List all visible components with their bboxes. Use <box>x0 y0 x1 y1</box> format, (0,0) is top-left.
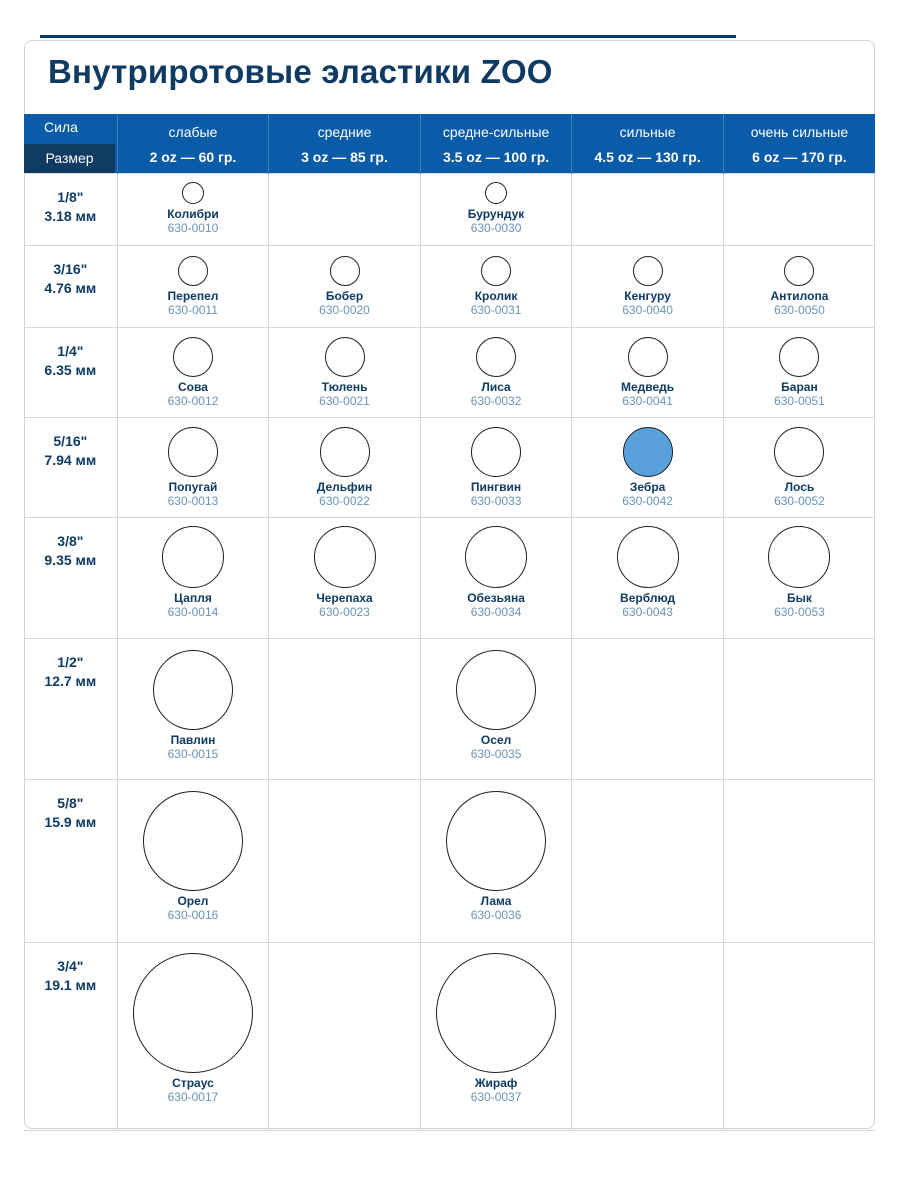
header-col-value: 6 oz — 170 гр. <box>752 149 847 165</box>
elastic-name: Цапля <box>174 591 212 605</box>
elastic-size-circle <box>476 337 516 377</box>
elastic-name: Медведь <box>621 380 675 394</box>
elastic-cell <box>420 780 572 943</box>
elastic-size-circle <box>623 427 673 477</box>
elastic-item <box>421 639 572 761</box>
elastic-name: Попугай <box>168 480 218 494</box>
elastic-code: 630-0022 <box>319 494 370 508</box>
size-cell <box>24 418 117 518</box>
elastic-item <box>724 518 875 619</box>
elastic-cell <box>723 418 875 518</box>
elastic-name: Орел <box>177 894 209 908</box>
elastic-item <box>118 246 269 317</box>
elastic-code: 630-0035 <box>470 747 522 761</box>
elastic-code: 630-0032 <box>470 394 522 408</box>
size-cell <box>24 246 117 328</box>
size-inch: 5/16" <box>53 433 88 449</box>
elastic-size-circle <box>628 337 668 377</box>
elastic-size-circle <box>314 526 376 588</box>
elastic-cell <box>117 418 269 518</box>
header-col-weak <box>117 114 269 174</box>
elastic-item <box>118 943 269 1104</box>
size-cell <box>24 174 117 246</box>
table-body <box>24 174 875 1131</box>
elastic-cell <box>269 518 421 639</box>
elastic-cell <box>723 328 875 418</box>
elastic-size-circle <box>173 337 213 377</box>
table-row <box>24 780 875 943</box>
elastic-name: Жираф <box>474 1076 518 1090</box>
elastic-code: 630-0050 <box>774 303 825 317</box>
elastic-name: Лиса <box>481 380 511 394</box>
elastic-code: 630-0053 <box>774 605 825 619</box>
header-col-name: сильные <box>619 124 676 140</box>
elastic-cell <box>117 328 269 418</box>
elastic-cell <box>117 518 269 639</box>
empty-cell <box>723 639 875 780</box>
header-col-name: средние <box>317 124 372 140</box>
elastic-size-circle <box>456 650 536 730</box>
size-mm: 4.76 мм <box>44 280 97 296</box>
elastic-item <box>421 518 572 619</box>
page-title: Внутриротовые эластики ZOO <box>48 53 553 90</box>
size-mm: 19.1 мм <box>44 977 97 993</box>
size-inch: 1/2" <box>57 654 84 670</box>
elastic-item <box>118 418 269 508</box>
size-inch: 3/4" <box>57 958 84 974</box>
elastic-name: Павлин <box>170 733 216 747</box>
elastic-cell <box>572 418 724 518</box>
elastic-name: Верблюд <box>620 591 676 605</box>
table-row <box>24 418 875 518</box>
empty-cell <box>269 943 421 1131</box>
empty-cell <box>572 943 724 1131</box>
size-cell <box>24 328 117 418</box>
header-col-medium-strong <box>420 114 572 174</box>
elastic-cell <box>420 518 572 639</box>
elastic-code: 630-0023 <box>319 605 370 619</box>
elastic-item <box>421 174 572 235</box>
elastic-cell <box>723 518 875 639</box>
size-mm: 6.35 мм <box>44 362 97 378</box>
elastic-size-circle <box>768 526 830 588</box>
elastic-name: Баран <box>781 380 818 394</box>
elastic-size-circle <box>617 526 679 588</box>
elastic-name: Колибри <box>167 207 219 221</box>
elastic-item <box>269 418 420 508</box>
elastic-item <box>269 246 420 317</box>
elastic-name: Перепел <box>167 289 219 303</box>
elastic-name: Кенгуру <box>624 289 671 303</box>
size-label: Размер <box>24 144 115 173</box>
elastic-name: Зебра <box>629 480 666 494</box>
elastic-size-circle <box>471 427 521 477</box>
elastic-item <box>269 518 420 619</box>
elastic-code: 630-0011 <box>168 303 218 317</box>
table-row <box>24 174 875 246</box>
elastic-item <box>421 780 572 922</box>
elastic-code: 630-0014 <box>167 605 219 619</box>
elastic-name: Тюлень <box>321 380 368 394</box>
header-col-value: 3 oz — 85 гр. <box>301 149 388 165</box>
elastic-cell <box>117 780 269 943</box>
empty-cell <box>572 639 724 780</box>
elastics-table-wrapper <box>24 114 875 1131</box>
elastic-name: Лама <box>480 894 512 908</box>
size-cell <box>24 518 117 639</box>
elastic-code: 630-0031 <box>470 303 522 317</box>
elastic-code: 630-0017 <box>167 1090 219 1104</box>
elastic-code: 630-0010 <box>167 221 219 235</box>
elastic-cell <box>420 418 572 518</box>
elastic-item <box>421 943 572 1104</box>
elastic-item <box>724 246 875 317</box>
elastic-size-circle <box>779 337 819 377</box>
elastic-size-circle <box>162 526 224 588</box>
elastic-code: 630-0030 <box>470 221 522 235</box>
empty-cell <box>723 174 875 246</box>
elastics-table <box>24 114 875 1131</box>
elastic-cell <box>269 418 421 518</box>
elastic-cell <box>269 328 421 418</box>
elastic-size-circle <box>325 337 365 377</box>
elastic-code: 630-0034 <box>470 605 522 619</box>
header-corner <box>24 114 117 174</box>
elastic-size-circle <box>784 256 814 286</box>
elastic-name: Страус <box>172 1076 214 1090</box>
elastic-code: 630-0015 <box>167 747 219 761</box>
elastic-size-circle <box>465 526 527 588</box>
elastic-size-circle <box>436 953 556 1073</box>
elastic-code: 630-0036 <box>470 908 522 922</box>
size-inch: 1/4" <box>57 343 84 359</box>
size-inch: 3/8" <box>57 533 84 549</box>
elastic-size-circle <box>485 182 507 204</box>
elastic-name: Бурундук <box>467 207 525 221</box>
elastic-code: 630-0013 <box>167 494 219 508</box>
elastic-item <box>118 639 269 761</box>
elastic-name: Черепаха <box>316 591 373 605</box>
elastic-code: 630-0016 <box>167 908 219 922</box>
empty-cell <box>269 639 421 780</box>
elastic-size-circle <box>446 791 546 891</box>
header-col-name: очень сильные <box>750 124 849 140</box>
size-mm: 3.18 мм <box>44 208 97 224</box>
empty-cell <box>269 174 421 246</box>
elastic-code: 630-0042 <box>622 494 673 508</box>
size-inch: 3/16" <box>53 261 88 277</box>
empty-cell <box>572 174 724 246</box>
elastic-code: 630-0040 <box>622 303 673 317</box>
size-mm: 12.7 мм <box>44 673 97 689</box>
elastic-code: 630-0037 <box>470 1090 522 1104</box>
elastic-item <box>118 174 269 235</box>
elastic-code: 630-0020 <box>319 303 370 317</box>
elastic-name: Кролик <box>474 289 518 303</box>
elastic-code: 630-0033 <box>470 494 522 508</box>
elastic-item <box>421 418 572 508</box>
table-row <box>24 328 875 418</box>
elastic-cell <box>269 246 421 328</box>
header-row <box>24 114 875 174</box>
elastic-size-circle <box>481 256 511 286</box>
elastic-item <box>118 780 269 922</box>
elastic-name: Бобер <box>325 289 364 303</box>
elastic-size-circle <box>153 650 233 730</box>
elastic-item <box>572 246 723 317</box>
elastic-item <box>118 328 269 408</box>
size-inch: 1/8" <box>57 189 84 205</box>
elastic-name: Дельфин <box>316 480 373 494</box>
header-col-value: 4.5 oz — 130 гр. <box>594 149 701 165</box>
elastic-item <box>269 328 420 408</box>
table-row <box>24 246 875 328</box>
elastic-cell <box>723 246 875 328</box>
header-col-value: 2 oz — 60 гр. <box>149 149 237 165</box>
elastic-name: Обезьяна <box>467 591 525 605</box>
elastic-cell <box>117 639 269 780</box>
elastic-item <box>572 418 723 508</box>
elastic-code: 630-0051 <box>774 394 825 408</box>
elastic-size-circle <box>178 256 208 286</box>
elastic-cell <box>420 328 572 418</box>
elastic-item <box>572 328 723 408</box>
empty-cell <box>723 780 875 943</box>
header-col-medium <box>269 114 421 174</box>
size-inch: 5/8" <box>57 795 84 811</box>
size-mm: 9.35 мм <box>44 552 97 568</box>
elastic-cell <box>117 174 269 246</box>
elastic-name: Бык <box>786 591 812 605</box>
elastic-code: 630-0043 <box>622 605 673 619</box>
elastic-size-circle <box>133 953 253 1073</box>
elastic-item <box>421 328 572 408</box>
header-col-name: слабые <box>168 124 218 140</box>
elastic-size-circle <box>182 182 204 204</box>
header-col-name: средне-сильные <box>442 124 550 140</box>
elastic-item <box>724 328 875 408</box>
elastic-size-circle <box>168 427 218 477</box>
header-col-value: 3.5 oz — 100 гр. <box>442 149 550 165</box>
table-row <box>24 518 875 639</box>
elastic-code: 630-0041 <box>622 394 673 408</box>
elastic-item <box>118 518 269 619</box>
elastic-cell <box>420 943 572 1131</box>
size-cell <box>24 780 117 943</box>
elastic-name: Лось <box>784 480 815 494</box>
elastic-cell <box>572 518 724 639</box>
top-accent-line <box>40 35 736 38</box>
elastic-size-circle <box>774 427 824 477</box>
elastic-code: 630-0021 <box>319 394 370 408</box>
elastic-size-circle <box>143 791 243 891</box>
table-row <box>24 639 875 780</box>
size-mm: 15.9 мм <box>44 814 97 830</box>
elastic-size-circle <box>330 256 360 286</box>
empty-cell <box>572 780 724 943</box>
elastic-cell <box>420 639 572 780</box>
size-cell <box>24 943 117 1131</box>
force-label: Сила <box>44 119 78 135</box>
elastic-code: 630-0052 <box>774 494 825 508</box>
elastic-size-circle <box>320 427 370 477</box>
elastic-cell <box>420 174 572 246</box>
elastic-cell <box>117 943 269 1131</box>
elastic-code: 630-0012 <box>167 394 219 408</box>
size-mm: 7.94 мм <box>44 452 97 468</box>
empty-cell <box>723 943 875 1131</box>
elastic-cell <box>572 246 724 328</box>
elastic-name: Осел <box>480 733 512 747</box>
elastic-size-circle <box>633 256 663 286</box>
elastic-name: Пингвин <box>470 480 522 494</box>
elastic-name: Антилопа <box>770 289 829 303</box>
elastic-item <box>421 246 572 317</box>
header-col-strong <box>572 114 724 174</box>
elastic-cell <box>420 246 572 328</box>
empty-cell <box>269 780 421 943</box>
elastic-cell <box>572 328 724 418</box>
header-col-very-strong <box>723 114 875 174</box>
table-row <box>24 943 875 1131</box>
elastic-item <box>572 518 723 619</box>
size-cell <box>24 639 117 780</box>
elastic-item <box>724 418 875 508</box>
elastic-name: Сова <box>178 380 208 394</box>
elastic-cell <box>117 246 269 328</box>
